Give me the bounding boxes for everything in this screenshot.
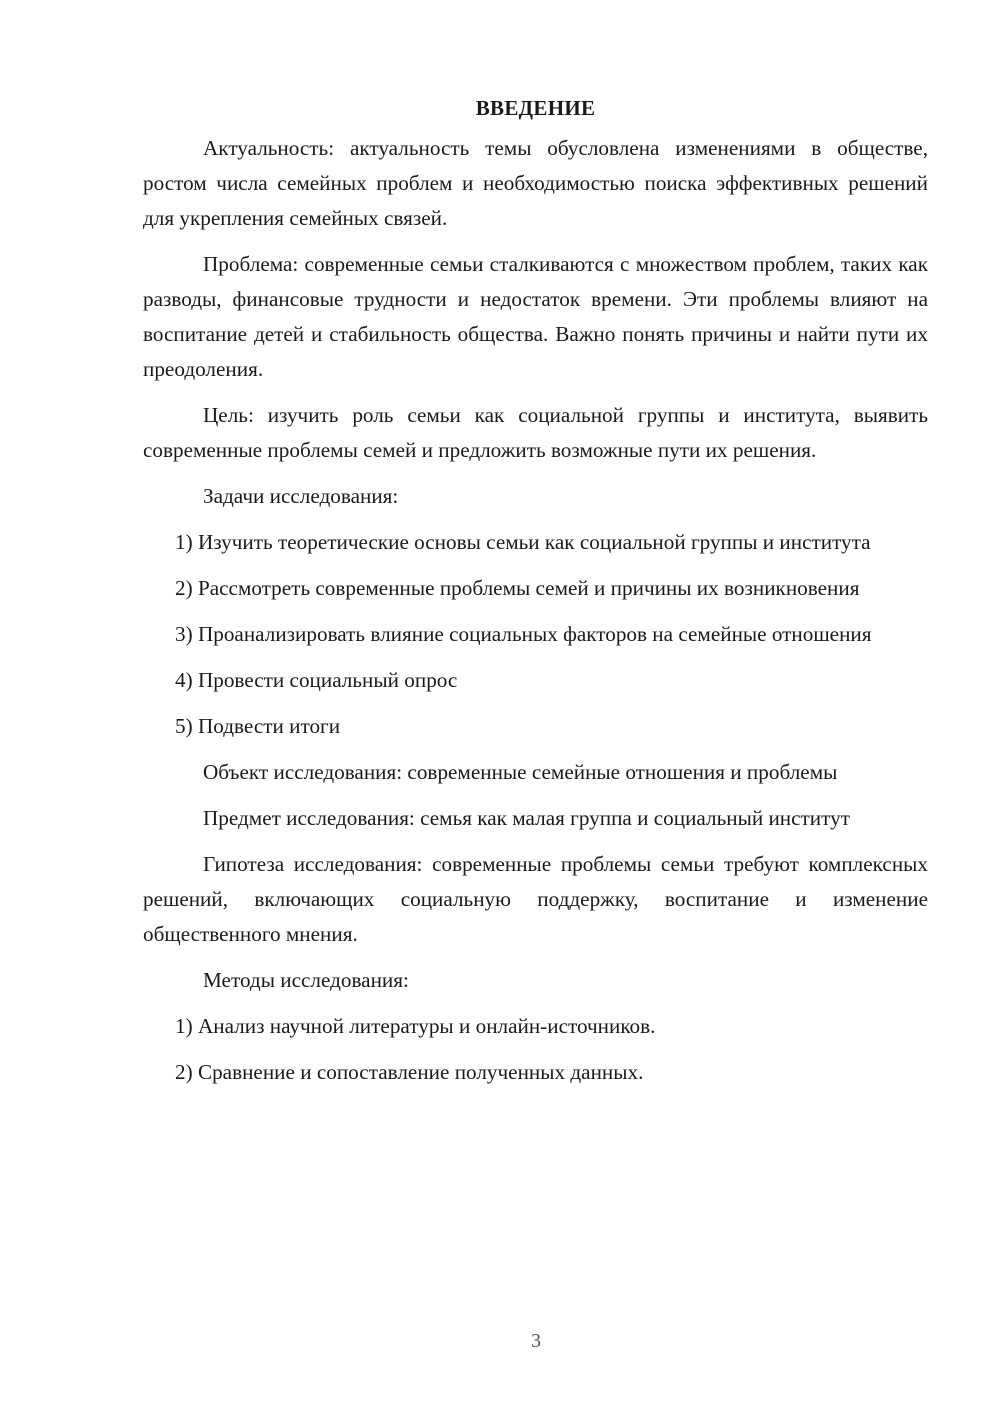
paragraph-goal: Цель: изучить роль семьи как социальной группы и института, выявить современные проблемы семей и предложить возможные пути их решения.	[143, 403, 928, 462]
page-title: ВВЕДЕНИЕ	[475, 96, 596, 120]
list-item-method-2: 2) Сравнение и сопоставление полученных данных.	[175, 1060, 644, 1084]
paragraph-object: Объект исследования: современные семейные отношения и проблемы	[203, 760, 838, 784]
paragraph-hypothesis: Гипотеза исследования: современные проблемы семьи требуют комплексных решений, включающих социальную поддержку, воспитание и изменение общественного мнения.	[143, 852, 928, 946]
page-content	[143, 90, 928, 1101]
list-item-task-2: 2) Рассмотреть современные проблемы семей и причины их возникновения	[175, 576, 860, 600]
paragraph-subject: Предмет исследования: семья как малая группа и социальный институт	[203, 806, 850, 830]
list-item-task-3: 3) Проанализировать влияние социальных факторов на семейные отношения	[175, 622, 872, 646]
list-item-method-1: 1) Анализ научной литературы и онлайн-источников.	[175, 1014, 656, 1038]
paragraph-tasks-heading: Задачи исследования:	[203, 484, 399, 508]
list-item-task-1: 1) Изучить теоретические основы семьи как социальной группы и института	[175, 530, 871, 554]
list-item-task-4: 4) Провести социальный опрос	[175, 668, 458, 692]
list-item-task-5: 5) Подвести итоги	[175, 714, 341, 738]
paragraph-methods-heading: Методы исследования:	[203, 968, 409, 992]
paragraph-problem: Проблема: современные семьи сталкиваются с множеством проблем, таких как разводы, финансовые трудности и недостаток времени. Эти проблемы влияют на воспитание детей и стабильность общества. Важно понять причины и найти пути их преодоления.	[143, 252, 928, 381]
paragraph-relevance: Актуальность: актуальность темы обусловлена изменениями в обществе, ростом числа семейных проблем и необходимостью поиска эффективных решений для укрепления семейных связей.	[143, 136, 928, 230]
page-number: 3	[531, 1330, 541, 1352]
